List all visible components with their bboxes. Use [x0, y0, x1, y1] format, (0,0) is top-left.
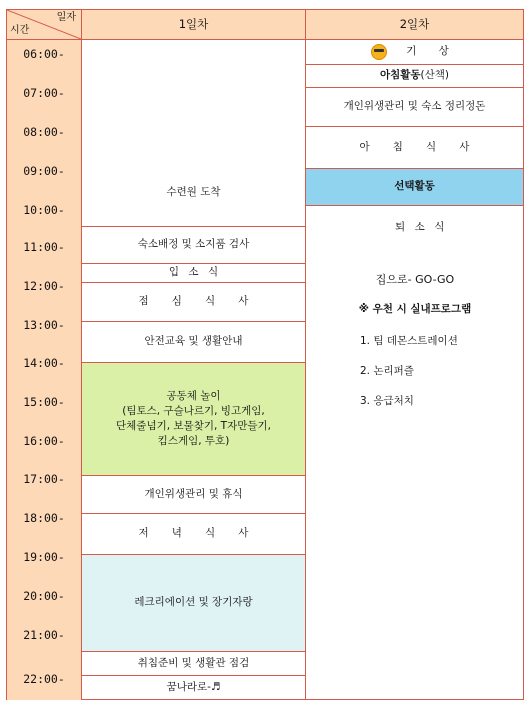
corner-time-label: 시간: [10, 24, 30, 36]
time-label: 22:00-: [23, 672, 65, 686]
day1-safety: [81, 321, 305, 362]
rain-note: ※ 우천 시 실내프로그램: [358, 303, 472, 315]
recreation-text: 레크리에이션 및 장기자랑: [134, 596, 253, 609]
day1-header: 1일차: [81, 10, 305, 39]
community-line: 단체줄넘기, 보물찾기, T자만들기,: [116, 420, 271, 432]
community-line: 킴스게임, 투호): [157, 435, 230, 448]
time-label: 08:00-: [23, 125, 65, 139]
day1-bedtime-prep: [81, 651, 305, 675]
home-text: 집으로- GO-GO: [375, 273, 455, 286]
dinner-text: 저녁식사: [138, 527, 272, 540]
time-label: 11:00-: [23, 240, 65, 254]
exit-text: 퇴소식: [395, 221, 454, 233]
time-label: 10:00-: [23, 203, 65, 217]
elective-text: 선택활동: [394, 180, 435, 193]
entrance-text: 입소식: [168, 266, 228, 279]
hygiene-rest-text: 개인위생관리 및 휴식: [144, 487, 243, 500]
time-label: 20:00-: [23, 589, 65, 603]
day1-hygiene-rest: [81, 475, 305, 513]
wakeup-text: 기 상: [406, 45, 459, 58]
day1-arrival: [81, 39, 305, 226]
time-label: 21:00-: [23, 628, 65, 642]
sun-icon: [371, 44, 387, 60]
time-label: 16:00-: [23, 434, 65, 448]
morning-activity-text: 아침활동: [379, 69, 421, 82]
rain-item: 1. 팀 데몬스트레이션: [360, 335, 458, 347]
time-label: 19:00-: [23, 550, 65, 564]
arrival-text: 수련원 도착: [166, 186, 221, 199]
day2-header: 2일차: [305, 10, 523, 39]
day1-recreation: [81, 554, 305, 651]
schedule-table: [6, 9, 524, 700]
time-label: 18:00-: [23, 511, 65, 525]
time-label: 07:00-: [23, 86, 65, 100]
day1-community-games: [81, 362, 305, 475]
bedtime-prep-text: 취침준비 및 생활관 점검: [137, 656, 250, 669]
rain-item: 3. 응급처치: [360, 395, 414, 407]
day2-hygiene-clean: [305, 87, 523, 126]
time-label: 15:00-: [23, 395, 65, 409]
sleep-text: 꿈나라로-♬: [166, 680, 221, 693]
community-line: (팀토스, 구슬나르기, 빙고게임,: [122, 404, 265, 417]
community-title: 공동체 놀이: [166, 389, 221, 402]
day2-elective: [305, 168, 523, 205]
rooms-text: 숙소배정 및 소지품 검사: [137, 238, 250, 251]
lunch-text: 점심식사: [138, 295, 272, 308]
corner-date-label: 일자: [56, 12, 76, 23]
day1-dinner: [81, 513, 305, 554]
time-label: 06:00-: [23, 47, 65, 61]
time-label: 09:00-: [23, 164, 65, 178]
day1-rooms: [81, 226, 305, 263]
time-column: [7, 39, 81, 700]
morning-activity-note: (산책): [420, 69, 450, 82]
corner-header: [7, 10, 81, 39]
day1-sleep: [81, 675, 305, 699]
time-label: 17:00-: [23, 472, 65, 486]
day2-exit-and-rain: [305, 205, 523, 699]
day1-entrance: [81, 263, 305, 282]
time-label: 12:00-: [23, 279, 65, 293]
time-label: 14:00-: [23, 356, 65, 370]
day1-lunch: [81, 282, 305, 321]
day2-morning-activity: [305, 64, 523, 87]
day2-wakeup: [305, 39, 523, 64]
hygiene-clean-text: 개인위생관리 및 숙소 정리정돈: [343, 100, 486, 113]
time-label: 13:00-: [23, 318, 65, 332]
day2-breakfast: [305, 126, 523, 168]
safety-text: 안전교육 및 생활안내: [144, 335, 243, 348]
rain-item: 2. 논리퍼즐: [360, 365, 414, 377]
breakfast-text: 아침식사: [359, 140, 493, 153]
